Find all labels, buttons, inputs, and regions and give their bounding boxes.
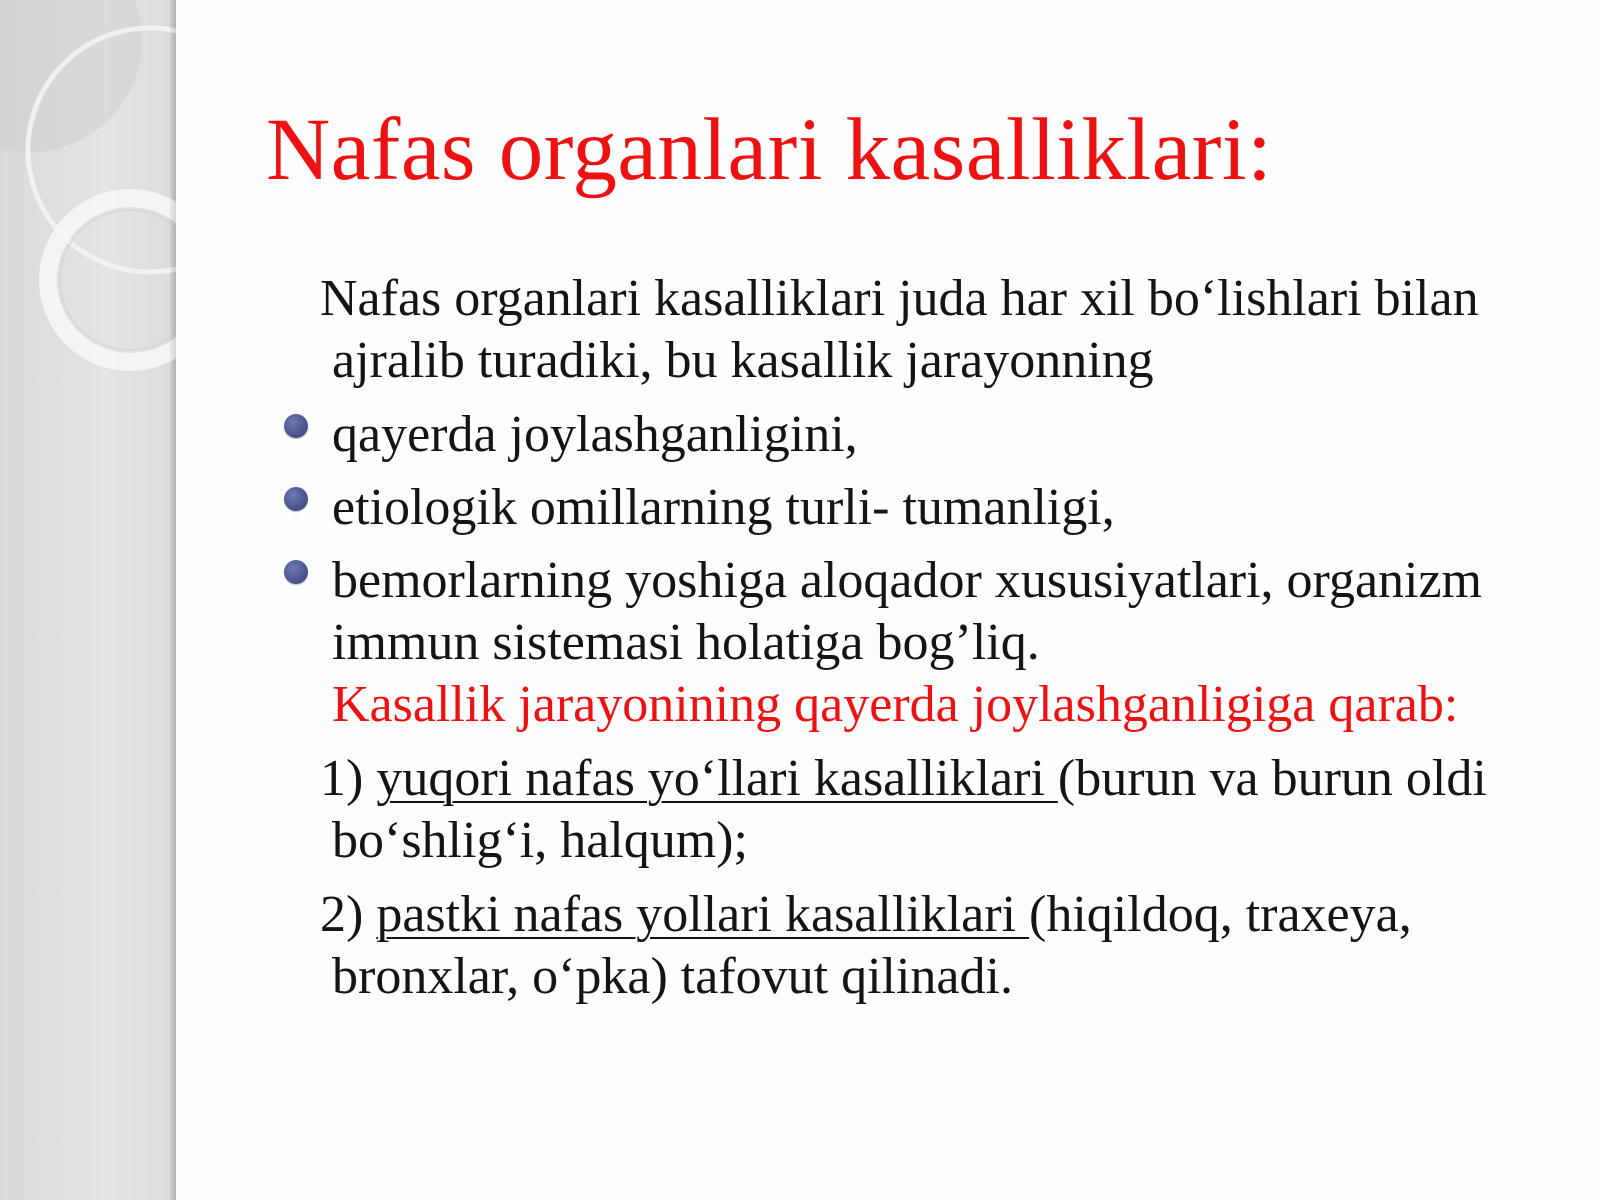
slide-title: Nafas organlari kasalliklari: xyxy=(266,101,1273,199)
item-term: yuqori nafas yo‘llari kasalliklari xyxy=(376,750,1058,807)
highlight-text: Kasallik jarayonining qayerda joylashganligiga qarab: xyxy=(332,676,1459,733)
bullet-dot-icon xyxy=(284,487,308,511)
bullet-text: bemorlarning yoshiga aloqador xususiyatlari, organizm immun sistemasi holatiga bog’liq. xyxy=(332,552,1482,671)
item-number: 1) xyxy=(320,750,364,807)
decorative-rings-graphic xyxy=(0,0,176,1200)
slide-body xyxy=(310,268,1580,1008)
bullet-item xyxy=(310,477,1580,539)
bullet-text: etiologik omillarning turli- tumanligi, xyxy=(332,479,1115,536)
bullet-dot-icon xyxy=(284,560,308,584)
bullet-item xyxy=(310,404,1580,466)
bullet-item xyxy=(310,550,1580,736)
item-number: 2) xyxy=(320,886,364,943)
item-term: pastki nafas yollari kasalliklari xyxy=(376,886,1030,943)
bullet-list xyxy=(310,404,1580,736)
numbered-item-1 xyxy=(310,748,1580,872)
bullet-text: qayerda joylashganligini, xyxy=(332,406,858,463)
bullet-dot-icon xyxy=(284,414,308,438)
side-decoration-panel xyxy=(0,0,176,1200)
numbered-item-2 xyxy=(310,884,1580,1008)
intro-paragraph: Nafas organlari kasalliklari juda har xil bo‘lishlari bilan ajralib turadiki, bu kasallik jarayonning xyxy=(320,270,1479,389)
item-detail: (burun va burun oldi bo‘shlig‘i, halqum); xyxy=(332,750,1487,869)
item-detail: (hiqildoq, traxeya, bronxlar, o‘pka) tafovut qilinadi. xyxy=(332,886,1412,1005)
